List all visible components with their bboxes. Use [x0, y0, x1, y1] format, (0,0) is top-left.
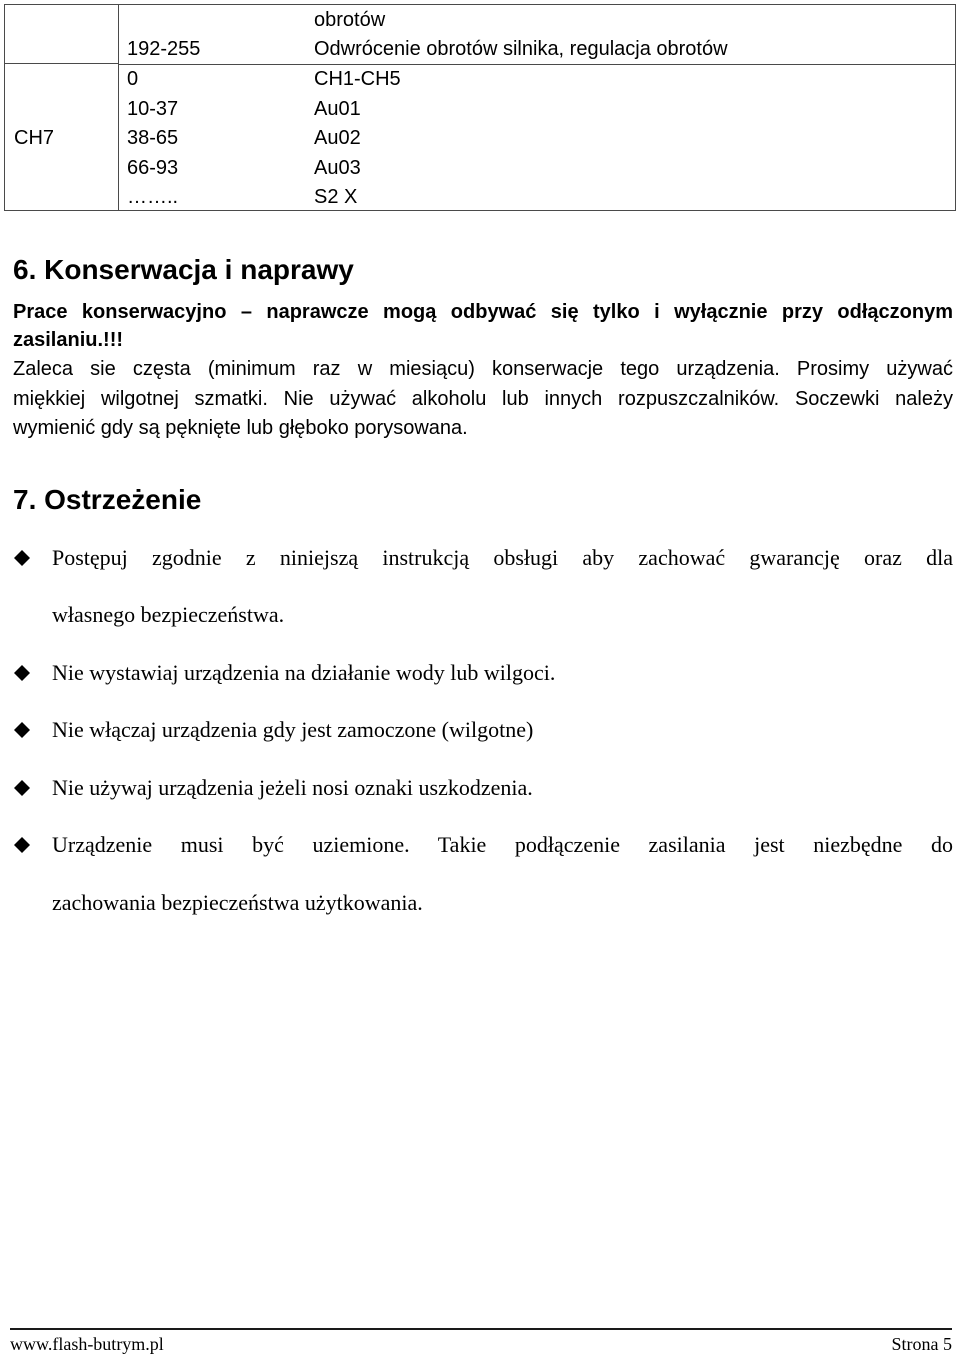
warning-bullet-text: Nie używaj urządzenia jeżeli nosi oznaki uszkodzenia. — [52, 775, 533, 800]
table-function-cell: CH1-CH5 — [314, 68, 401, 90]
footer-website: www.flash-butrym.pl — [10, 1334, 164, 1354]
warning-bullet-text: Urządzenie musi być uziemione. Takie podłączenie zasilania jest niezbędne do — [52, 832, 953, 857]
diamond-bullet-icon — [14, 550, 30, 566]
table-row-divider — [119, 64, 955, 65]
maintenance-warning-line: Prace konserwacyjno – naprawcze mogą odbywać się tylko i wyłącznie przy odłączonym — [13, 301, 953, 323]
table-range-cell: 38-65 — [127, 127, 179, 149]
warning-bullet-text: własnego bezpieczeństwa. — [52, 602, 285, 627]
maintenance-text-line: Zaleca sie częsta (minimum raz w miesiącu) konserwacje tego urządzenia. Prosimy używać — [13, 358, 953, 380]
table-function-cell: Au01 — [314, 98, 361, 120]
warning-bullet-text: Postępuj zgodnie z niniejszą instrukcją obsługi aby zachować gwarancję oraz dla — [52, 545, 953, 570]
table-range-cell: 10-37 — [127, 98, 179, 120]
footer-divider — [10, 1328, 952, 1330]
table-function-cell: Au02 — [314, 127, 361, 149]
maintenance-text-line: miękkiej wilgotnej szmatki. Nie używać alkoholu lub innych rozpuszczalników. Soczewki należy — [13, 388, 953, 410]
warning-bullet-text: Nie włączaj urządzenia gdy jest zamoczone (wilgotne) — [52, 717, 534, 742]
table-function-cell: obrotów — [314, 9, 386, 31]
maintenance-text-line: wymienić gdy są pęknięte lub głęboko porysowana. — [13, 417, 468, 439]
channel-table — [4, 4, 956, 211]
section-7-heading: 7. Ostrzeżenie — [13, 484, 202, 515]
table-function-cell: Odwrócenie obrotów silnika, regulacja obrotów — [314, 38, 728, 60]
table-empty-cell — [5, 5, 119, 64]
footer-page-number: Strona 5 — [891, 1334, 952, 1354]
table-range-cell: 66-93 — [127, 157, 179, 179]
maintenance-warning-line: zasilaniu.!!! — [13, 329, 124, 351]
table-range-cell: 192-255 — [127, 38, 201, 60]
diamond-bullet-icon — [14, 780, 30, 796]
diamond-bullet-icon — [14, 722, 30, 738]
warning-bullet-text: zachowania bezpieczeństwa użytkowania. — [52, 890, 423, 915]
channel-label: CH7 — [14, 127, 55, 149]
table-function-cell: Au03 — [314, 157, 361, 179]
section-6-heading: 6. Konserwacja i naprawy — [13, 254, 354, 285]
warning-bullet-text: Nie wystawiaj urządzenia na działanie wody lub wilgoci. — [52, 660, 556, 685]
diamond-bullet-icon — [14, 665, 30, 681]
diamond-bullet-icon — [14, 837, 30, 853]
table-range-cell: …….. — [127, 186, 179, 208]
table-function-cell: S2 X — [314, 186, 358, 208]
table-range-cell: 0 — [127, 68, 139, 90]
